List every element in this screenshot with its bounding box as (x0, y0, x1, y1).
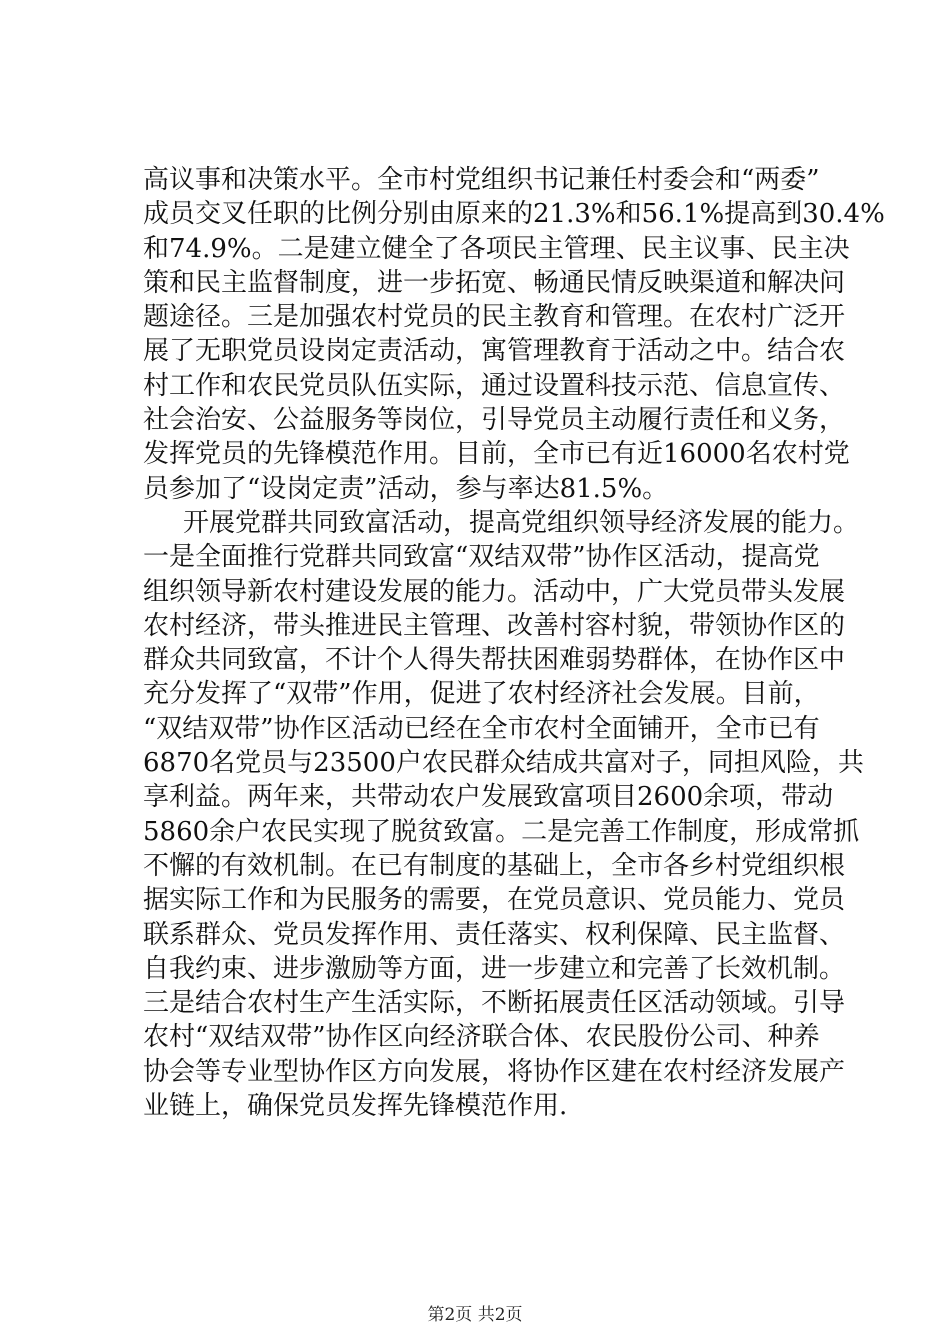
text-line: 发挥党员的先锋模范作用。目前，全市已有近16000名农村党 (143, 439, 850, 470)
text-line: 组织领导新农村建设发展的能力。活动中，广大党员带头发展 (143, 576, 846, 607)
text-line: 自我约束、进步激励等方面，进一步建立和完善了长效机制。 (143, 953, 846, 984)
text-line: 充分发挥了“双带”作用，促进了农村经济社会发展。目前， (143, 679, 820, 710)
text-line: 题途径。三是加强农村党员的民主教育和管理。在农村广泛开 (143, 302, 846, 333)
text-line: 村工作和农民党员队伍实际，通过设置科技示范、信息宣传、 (143, 370, 846, 401)
text-line: 高议事和决策水平。全市村党组织书记兼任村委会和“两委” (143, 165, 820, 195)
text-line: 一是全面推行党群共同致富“双结双带”协作区活动，提高党 (143, 542, 820, 573)
text-line: 6870名党员与23500户农民群众结成共富对子，同担风险，共 (143, 748, 864, 779)
text-line: 业链上，确保党员发挥先锋模范作用. (143, 1091, 568, 1122)
text-line: 三是结合农村生产生活实际，不断拓展责任区活动领域。引导 (143, 988, 846, 1019)
paragraph-first-line: 开展党群共同致富活动，提高党组织领导经济发展的能力。 (183, 507, 860, 538)
text-line: 不懈的有效机制。在已有制度的基础上，全市各乡村党组织根 (143, 850, 846, 881)
text-line: 员参加了“设岗定责”活动，参与率达81.5%。 (143, 473, 669, 504)
text-line: 群众共同致富，不计个人得失帮扶困难弱势群体，在协作区中 (143, 645, 846, 676)
text-line: 协会等专业型协作区方向发展，将协作区建在农村经济发展产 (143, 1056, 846, 1087)
text-line: 成员交叉任职的比例分别由原来的21.3%和56.1%提高到30.4% (143, 199, 885, 230)
text-line: 农村经济，带头推进民主管理、改善村容村貌，带领协作区的 (143, 610, 846, 641)
text-line: 据实际工作和为民服务的需要，在党员意识、党员能力、党员 (143, 885, 846, 916)
text-line: 社会治安、公益服务等岗位，引导党员主动履行责任和义务， (143, 405, 846, 436)
text-line: 享利益。两年来，共带动农户发展致富项目2600余项，带动 (143, 782, 834, 813)
text-line: 展了无职党员设岗定责活动，寓管理教育于活动之中。结合农 (143, 336, 846, 367)
page-number: 第2页 共2页 (427, 1305, 523, 1325)
text-line: 和74.9%。二是建立健全了各项民主管理、民主议事、民主决 (143, 233, 850, 264)
text-line: 农村“双结双带”协作区向经济联合体、农民股份公司、种养 (143, 1022, 820, 1053)
page-footer (0, 1300, 950, 1325)
text-line: 5860余户农民实现了脱贫致富。二是完善工作制度，形成常抓 (143, 816, 860, 847)
text-line: 联系群众、党员发挥作用、责任落实、权利保障、民主监督、 (143, 919, 846, 950)
text-line: “双结双带”协作区活动已经在全市农村全面铺开，全市已有 (143, 713, 820, 744)
body-text (143, 163, 885, 1123)
text-line: 策和民主监督制度，进一步拓宽、畅通民情反映渠道和解决问 (143, 267, 846, 298)
